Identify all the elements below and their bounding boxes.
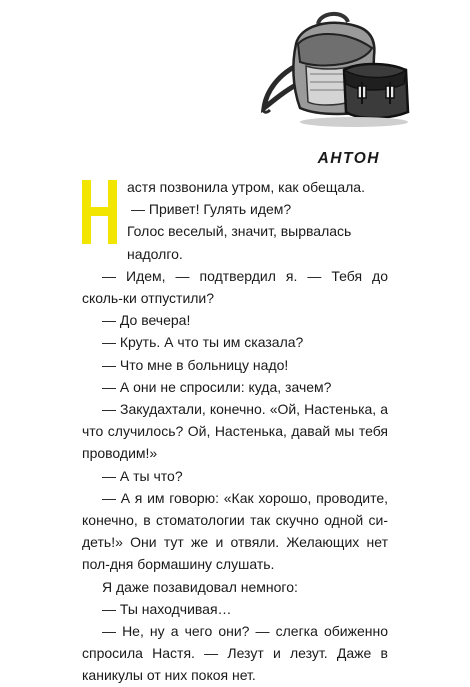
text-paragraph: — Идем, — подтвердил я. — Тебя до сколь-ки отпустили? (82, 267, 388, 307)
backpack-icon (248, 4, 420, 132)
text-line: — Привет! Гулять идем? (131, 201, 292, 218)
text-paragraph: — А они не спросили: куда, зачем? (102, 378, 332, 395)
text-line: Голос веселый, значит, вырвалась надолго. (127, 223, 352, 262)
dropcap (82, 180, 117, 244)
dropcap-glyph (82, 180, 117, 244)
story-text (82, 176, 388, 687)
text-paragraph: — Что мне в больницу надо! (102, 356, 289, 373)
text-paragraph: — Круть. А что ты им сказала? (102, 334, 304, 351)
text-paragraph: Я даже позавидовал немного: (102, 578, 298, 595)
backpack-illustration (248, 4, 420, 132)
text-paragraph: — До вечера! (102, 312, 191, 329)
text-paragraph: — Закудахтали, конечно. «Ой, Настенька, а что случилось? Ой, Настенька, давай мы тебя проводим!» (82, 401, 388, 462)
text-line: астя позвонила утром, как обещала. (127, 179, 365, 195)
text-paragraph: — А я им говорю: «Как хорошо, проводите, конечно, в стоматологии так скучно одной си-деть!» Они тут же и отвяли. Желающих нет пол-дня бормашину слушать. (82, 489, 388, 573)
text-paragraph: — Не, ну а чего они? — слегка обиженно спросила Настя. — Лезут и лезут. Даже в каникулы от них покоя нет. (82, 623, 388, 684)
chapter-title: АНТОН (317, 150, 380, 167)
text-paragraph: — А ты что? (102, 467, 183, 484)
text-paragraph: — Ты находчивая… (102, 600, 232, 617)
